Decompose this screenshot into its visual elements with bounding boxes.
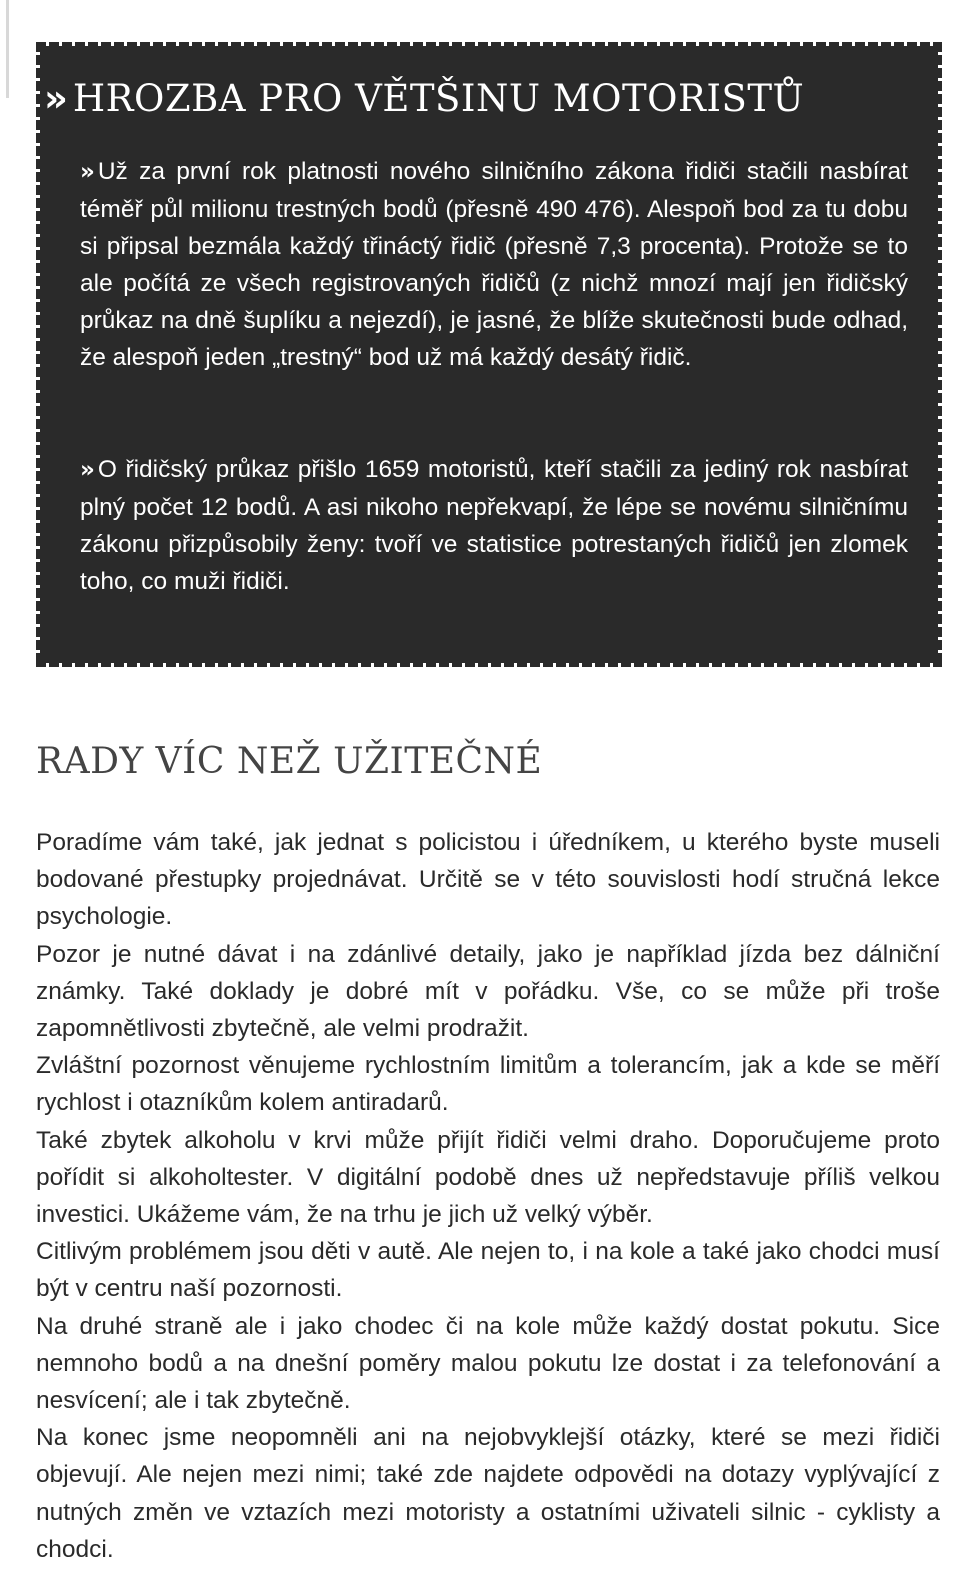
page-edge-rule [6,0,9,98]
chevron-right-icon: » [80,159,92,185]
section-title: RADY VÍC NEŽ UŽITEČNÉ [36,741,543,782]
info-box-paragraph-1 [80,153,908,376]
section-paragraph: Na konec jsme neopomněli ani na nejobvyklejší otázky, které se mezi řidiči objevují. Ale nejen mezi nimi; také zde najdete odpovědi na dotazy vyplývající z nutných změn ve vztazích mezi motoristy a ostatními uživateli silnic - cyklisty a chodci. [36,1424,940,1563]
section-paragraph: Pozor je nutné dávat i na zdánlivé detaily, jako je například jízda bez dálniční známky. Také doklady je dobré mít v pořádku. Vše, co se může při troše zapomnětlivosti zbytečně, ale velmi prodražit. [36,940,940,1043]
info-box-edge-right [938,42,942,667]
info-box-paragraph-text: Už za první rok platnosti nového silničního zákona řidiči stačili nasbírat téměř půl milionu trestných bodů (přesně 490 476). Alespoň bod za tu dobu si připsal bezmála každý třináctý řidič (přesně 7,3 procenta). Protože se to ale počítá ze všech registrovaných řidičů (z nichž mnozí mají jen řidičský průkaz na dně šuplíku a nejezdí), je jasné, že blíže skutečnosti bude odhad, že alespoň jeden „trestný“ bod už má každý desátý řidič. [80,158,908,371]
section-paragraph: Také zbytek alkoholu v krvi může přijít řidiči velmi draho. Doporučujeme proto pořídit si alkoholtester. V digitální podobě dnes už nepředstavuje příliš velkou investici. Ukážeme vám, že na trhu je jich už velký výběr. [36,1126,940,1229]
info-box-title-text: HROZBA PRO VĚTŠINU MOTORISTŮ [72,77,805,120]
section-paragraph: Poradíme vám také, jak jednat s policistou i úředníkem, u kterého byste museli bodované přestupky projednávat. Určitě se v této souvislosti hodí stručná lekce psychologie. [36,829,940,931]
section-paragraph: Citlivým problémem jsou děti v autě. Ale nejen to, i na kole a také jako chodci musí být v centru naší pozornosti. [36,1238,940,1303]
info-box-edge-left [36,42,40,667]
chevron-right-icon: » [44,77,65,120]
info-box-title [44,77,805,120]
section-body [36,824,940,1568]
info-box-paragraph-text: O řidičský průkaz přišlo 1659 motoristů, kteří stačili za jediný rok nasbírat plný počet 12 bodů. A asi nikoho nepřekvapí, že lépe se novému silničnímu zákonu přizpůsobily ženy: tvoří ve statistice potrestaných řidičů jen zlomek toho, co muži řidiči. [80,456,908,595]
section-paragraph: Na druhé straně ale i jako chodec či na kole může každý dostat pokutu. Sice nemnoho bodů a na dnešní poměry malou pokutu lze dostat i za telefonování a nesvícení; ale i tak zbytečně. [36,1312,940,1415]
chevron-right-icon: » [80,457,92,483]
info-box-paragraph-2 [80,451,908,600]
section-paragraph: Zvláštní pozornost věnujeme rychlostním limitům a tolerancím, jak a kde se měří rychlost i otazníkům kolem antiradarů. [36,1052,940,1117]
